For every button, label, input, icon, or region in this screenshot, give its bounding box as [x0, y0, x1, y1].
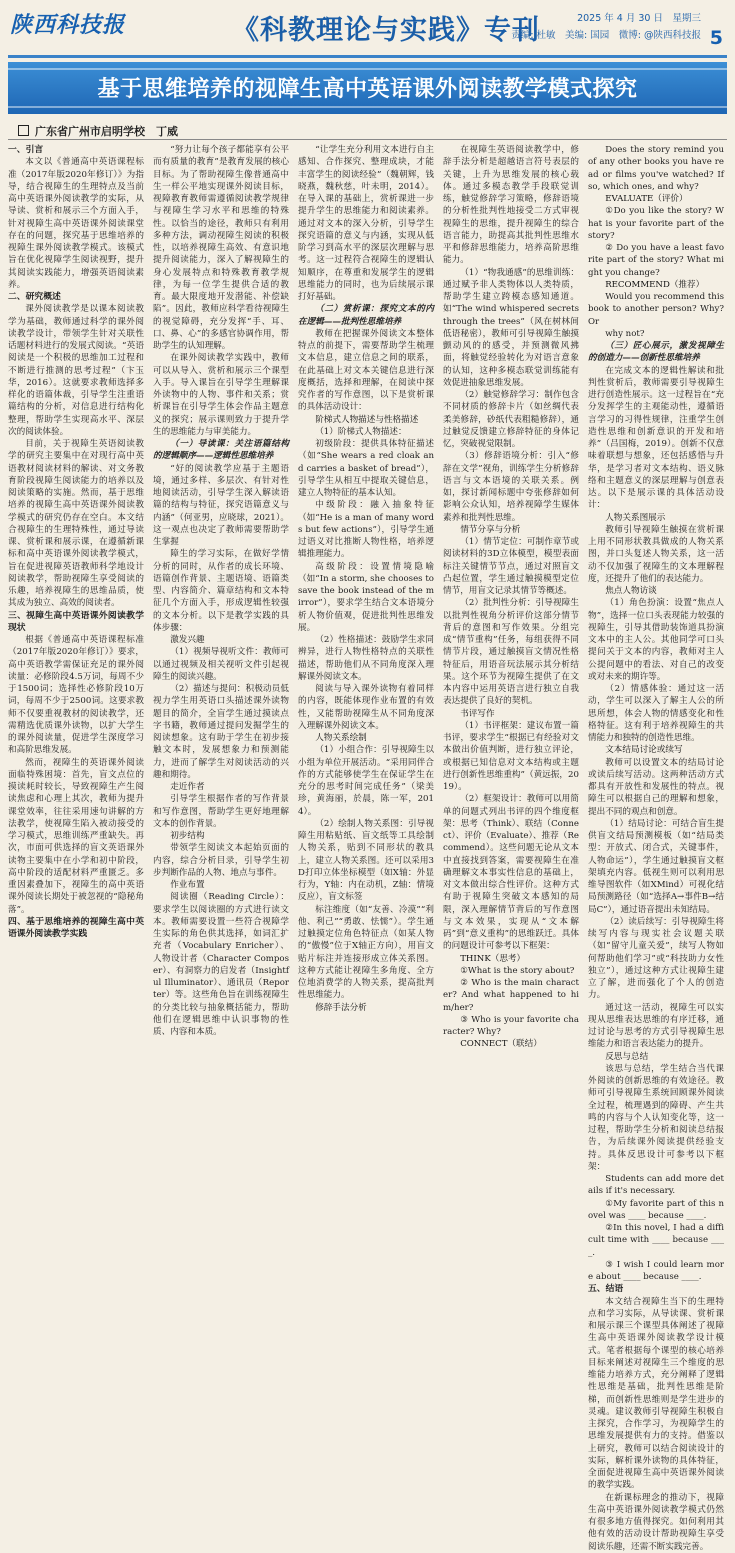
- subsection-heading: CONNECT（联结）: [460, 1039, 542, 1050]
- body-paragraph: 目前，关于视障生英语阅读教学的研究主要集中在对现行高中英语教材阅读材料的解读、对文务教育阶段视障生阅读能力的培养以及阅读策略的实施。然而，基于思维培养的视障生高中英语课外阅读教学模式的研究仍存在空白。本文结合视障生的生理特殊性，通过导读课、赏析课和展示课，在遵循新课标和高中英语课外阅读教学模式，旨在促进视障英语教师科学地设计阅读教学，帮助视障生享受阅读的乐趣，培养视障生的思维品质，使其成为独立、高效的阅读者。: [8, 439, 144, 609]
- english-line: Students can add more details if it's necessary.: [588, 1174, 724, 1197]
- byline-rule: [8, 139, 727, 140]
- body-paragraph: （1）“物我通感”的思维训练：通过赋予非人类物体以人类特质，帮助学生建立跨模态感知通道。如“The wind whispered secrets through the trees”（风在树林间低语秘密），教师可引导视障生触摸颤动风的的感受，并预测微风拂面，将触觉经验转化为对语言意象的认知，这种多模态联觉训练能有效促进抽象思维发展。: [443, 267, 579, 388]
- body-paragraph: （3）修辞语境分析：引入“修辞在文学”视角，训练学生分析修辞语言与文本语境的关联关系。例如，探讨新闻标题中夸张修辞如何影响公众认知，培养视障学生媒体素养和批判性思维。: [443, 451, 579, 523]
- english-line: ①What is the story about?: [460, 965, 575, 976]
- subsection-heading: 人物关系图展示: [605, 512, 666, 523]
- body-paragraph: 在视障生英语阅读教学中，修辞手法分析是超越语言符号表层的关键，上升为思维发展的核心载体。通过多模态教学手段联觉训练，触觉修辞学习策略，修辞语境的分析性批判性地接受二方式审视视障生的思维，提升视障生的综合语言能力，助提高其批判性思维水平和修辞思维能力，培养高阶思维能力。: [443, 145, 579, 266]
- body-paragraph: 通过这一活动，视障生可以实现从思维表达思维的有序迁移，通过讨论与思考的方式引导视障生思维能力和语言表达能力的提升。: [588, 1002, 724, 1050]
- body-paragraph: “让学生充分利用文本进行自主感知、合作探究、整理成块，才能丰富学生的阅读经验”（魏朝辉，钱晓燕，魏秋慈，叶未明，2014）。在导入课的基础上，赏析课进一步提升学生的思维能力和阅读素养。通过对文本的深入分析，引导学生探究语篇的意义与内涵，实现从低阶学习到高水平的深层次理解与思考。这一过程符合视障生的逻辑认知顺序，在尊重和发展学生的逻辑思维能力的同时，也为后续展示课打好基础。: [298, 145, 434, 302]
- body-paragraph: 在新课标理念的推动下，视障生高中英语课外阅读教学模式仍然有很多地方值得探究。如何利用其他有效的活动设计帮助视障生享受阅读乐趣，还需不断实践完善。: [588, 1492, 724, 1552]
- column-4: [443, 144, 579, 1074]
- square-bullet-icon: [18, 125, 29, 136]
- body-paragraph: 标注维度（如“友善、冷漠”“利他、利己”“勇敢、怯懦”）。学生通过触摸定位角色特征点（如某人物的“傲慢”位于X轴正方向），用盲文贴片标注并连接形成立体关系图。这种方式能让视障生多角度、全方位地消费学的人物关系，提高批判性思维能力。: [298, 904, 434, 1001]
- body-paragraph: （1）情节定位：可制作章节或阅读材料的3D立体模型，模型表面标注关键情节节点，通过对照盲文凸起位置，学生通过触摸模型定位情节，用盲文记录其情节等概述。: [443, 537, 579, 596]
- body-paragraph: 教师可以设置文本的结局讨论或读后续写活动。这两种活动方式都具有开放性和发展性的特点。视障生可以根据自己的理解和想象，提出不同的观点和创意。: [588, 757, 724, 817]
- subsection-title: （一）导读课：关注语篇结构的逻辑顺序——逻辑性思维培养: [153, 439, 289, 462]
- section-heading: 一、引言: [8, 145, 44, 155]
- body-paragraph: 该思与总结，学生结合当代课外阅读的创新思维的有效途径。教师可引导视障生系统回顾课外阅读全过程，梳理遇到的障碍、产生共鸣的内容与个人认知变化等，这一过程，帮助学生分析和阅读总结报告，为后续课外阅读提供经验支持。具体反思设计可参考以下框架：: [588, 1063, 724, 1172]
- section-heading: 二、研究概述: [8, 292, 61, 302]
- body-paragraph: “好的阅读教学应基于主题语境，通过多样、多层次、有针对性地阅读活动，引导学生深入解读语篇的结构与特征，探究语篇意义与内涵”（何亚男，应晓球，2021）。这一观点也决定了教师需要帮助学生掌握: [153, 463, 289, 547]
- body-paragraph: （2）情感体验：通过这一活动，学生可以深入了解主人公的所思所想，体会人物的情感变化和性格特征。这有利于培养视障生的共情能力和独特的创造性思维。: [588, 684, 724, 743]
- headline-banner: [8, 62, 727, 114]
- body-paragraph: 根据《普通高中英语课程标准（2017年版2020年修订）》要求，高中英语教学需保证充足的课外阅读量：必修阶段4.5万词，每周不少于1500词；选择性必修阶段10万词，每周不少于2500词。这要求教师不仅要重视教材的阅读教学，还需精选优质课外读物，以扩大学生的课外阅读量，促进学生深度学习和高阶思维发展。: [8, 635, 144, 756]
- section-heading: 四、基于思维培养的视障生高中英语课外阅读教学实践: [8, 916, 144, 939]
- subsection-title: （三）匠心展示，激发视障生的创造力——创新性思维培养: [588, 341, 724, 364]
- subsection-heading: RECOMMEND（推荐）: [605, 279, 705, 290]
- english-line: ①Do you like the story? What is your favorite part of the story?: [588, 206, 724, 241]
- body-paragraph: 在课外阅读教学实践中，教师可以从导入、赏析和展示三个课型入手。导入课旨在引导学生理解课外读物中的人物、事件和关系；赏析课旨在引导学生体会作品主题意义的探究；展示课则致力于提升学生的思维能力与审美能力。: [153, 353, 289, 437]
- column-2: [153, 144, 289, 1074]
- body-paragraph: （1）书评框架：建议布置一篇书评，要求学生“根据已有经验对文本做出价值判断，进行独立评论，或根据已知信息对文本结构或主题进行创新性思维重构”（黄远振，2019）。: [443, 720, 579, 792]
- body-paragraph: （2）读后续写：引导视障生将续写内容与现实社会议题关联（如“留守儿童关爱”，续写人物如何帮助他们学习”或“科技助力女性独立”），通过这种方式让视障生建立了解，进而强化了个人的创造力。: [588, 916, 724, 1001]
- subsection-heading: 修辞手法分析: [315, 1002, 367, 1013]
- subsection-title: （二）赏析课：探究文本的内在逻辑——批判性思维培养: [298, 304, 434, 327]
- column-5: [588, 144, 724, 1552]
- subsection-heading: 反思与总结: [605, 1051, 649, 1062]
- subsection-heading: EVALUATE（评价）: [605, 194, 688, 204]
- body-paragraph: （2）触觉修辞学习：制作包含不同材质的修辞卡片（如丝绸代表柔美修辞，砂纸代表粗糙修辞），通过触觉反馈建立修辞特征的身体记忆，突破视觉限制。: [443, 390, 579, 449]
- english-line: ② Who is the main character? And what happened to him/her?: [443, 978, 579, 1013]
- section-heading: 五、结语: [588, 1284, 624, 1295]
- body-paragraph: （2）描述与提问：积极动员低视力学生用英语口头描述课外读物题目的简介，全盲学生通过摸读点字书籍，教师通过提问发掘学生的阅读想象。这有助于学生在初步接触文本时，发展想象力和预测能力，进而了解学生对阅读活动的兴趣和期待。: [153, 684, 289, 780]
- body-paragraph: （2）框架设计：教师可以用简单的问题式列出书评的四个维度框架：思考（Think）、联结（Connect）、评价（Evaluate）、推荐（Recommend）。这些问题无论从文本中直接找到答案，需要视障生在准确理解文本事实性信息的基础上，对文本做出综合性评价。这种方式有助于视障生突破文本感知的局限，深入理解情节背后的写作意图与文本效果，实现从“文本解码”到“意义重构”的思维跃迁。具体的问题设计可参考以下框架：: [443, 794, 579, 952]
- body-paragraph: 本文以《普通高中英语课程标准（2017年版2020年修订）》为指导，结合视障生的生理特点及当前高中英语课外阅读教学的实际，从导读、赏析和展示三个方面入手，针对视障生高中英语课外阅读课堂存在的问题，探究基于思维培养的视障生课外阅读教学模式。该模式旨在优化视障学生阅读视野，提升其阅读实践能力，增强英语阅读素养。: [8, 157, 144, 290]
- subsection-heading: 作业布置: [170, 880, 205, 890]
- subsection-heading: THINK（思考）: [460, 953, 526, 964]
- issue-date: 2025 年 4 月 30 日 星期三: [577, 13, 701, 24]
- english-line: Does the story remind you of any other books you have read or films you've watched? If so, which ones, and why?: [588, 145, 724, 192]
- body-paragraph: 高级阶段：设置情境隐喻（如“In a storm, she chooses to save the book instead of the mirror”），要求学生结合文本语境分析人物价值观，促进批判性思维发展。: [298, 561, 434, 633]
- masthead-rule: [8, 55, 727, 58]
- body-paragraph: 引导学生根据作者的写作背景和写作意图，帮助学生更好地理解文本的创作背景。: [153, 794, 289, 829]
- body-paragraph: 初级阶段：提供具体特征描述（如“She wears a red cloak and carries a basket of bread”），引导学生从相互中提取关键信息，建立人物特征的基本认知。: [298, 439, 434, 498]
- body-paragraph: （2）绘制人物关系图：引导视障生用粘贴纸、盲文纸等工具绘制人物关系，贴到不同形状的教具上，建立人物关系图。还可以采用3D打印立体坐标模型（如X轴：外显行为，Y轴：内在动机，Z轴：情境反应），盲文标签: [298, 818, 434, 903]
- english-line: Would you recommend this book to another person? Why? Or: [588, 292, 724, 327]
- body-paragraph: 课外阅读教学是以课本阅读教学为基础，教师通过科学的课外阅读教学设计，带领学生针对关联性话题材料进行的发展式阅读。“英语阅读是一个积极的思维加工过程和不断进行推测的思考过程”（卞玉华，2016）。这就要求教师选择多样化的语篇体裁，引导学生注重语篇结构的分析，对信息进行结构化整理，帮助学生实现高水平、深层次的阅读体验。: [8, 304, 144, 437]
- english-line: ③ Who is your favorite character? Why?: [443, 1014, 579, 1037]
- body-paragraph: （1）角色扮演：设置“焦点人物”，选择一位口头表现能力较强的视障生，引导其借助装饰道具扮演文本中的主人公。其他同学可口头提问关于文本的内容，教师对主人公提问题中的看法、对自己的改变或对未来的期许等。: [588, 598, 724, 682]
- newspaper-logo: 陕西科技报: [10, 12, 126, 38]
- body-paragraph: 本文结合视障生当下的生理特点和学习实际，从导读课、赏析课和展示课三个课型具体阐述了视障生高中英语课外阅读教学设计模式。笔者根据每个课型的核心培养目标来阐述对视障生三个维度的思维能力培养方式，充分阐释了逻辑性思维是基础，批判性思维是阶梯，而创新性思维则是学生进步的灵魂。建议教师引导视障生积极自主探究，合作学习，为视障学生的思维发展提供有力的支持。借鉴以上研究，教师可以结合阅读设计的实际，解析课外读物的具体特征，全面促进视障生高中英语课外阅读的教学实践。: [588, 1296, 724, 1491]
- body-paragraph: （1）小组合作：引导视障生以小组为单位开展活动。“采用同伴合作的方式能够使学生在保证学生在充分的思考时间完成任务”（梁美珍，黄海丽，於晨，陈一军，2014）。: [298, 745, 434, 817]
- body-paragraph: （2）性格描述：鼓励学生求同辨异，进行人物性格特点的关联性描述，帮助他们从不同角度深入理解课外阅读文本。: [298, 635, 434, 682]
- subsection-heading: 走近作者: [170, 782, 205, 792]
- issue-meta: [511, 10, 701, 41]
- english-line: ②In this novel, I had a difficult time with ____ because ____.: [588, 1223, 724, 1258]
- byline-text: 广东省广州市启明学校 丁威: [35, 125, 178, 138]
- body-paragraph: 教师引导视障生触摸在赏析课上用不同形状教具做成的人物关系图，并口头复述人物关系，这一活动不仅加强了视障生的文本理解程度，还提升了他们的表达能力。: [588, 524, 724, 584]
- english-line: ③ I wish I could learn more about ____ because ____.: [588, 1259, 724, 1282]
- subsection-heading: 情节分享与分析: [460, 524, 521, 535]
- body-paragraph: “努力让每个孩子都能享有公平而有质量的教育”是教育发展的核心目标。为了帮助视障生像普通高中生一样公平地实现课外阅读目标，视障教育教师需遵循阅读教学规律与视障生学习水平和思维的特殊性。以恰当的途径，教师只有利用多种方法，调动视障生阅读的积极性，以培养视障生高效、有意识地提升阅读能力，深入了解视障生的身心发展特点和特殊教育教学规律，为每一位学生提供合适的教育。最大限度地开发潜能、补偿缺陷”。因此，教师应科学看待视障生的视觉障碍，充分发挥“手、耳、口、鼻、心”的多感官协调作用，帮助学生的认知理解。: [153, 145, 289, 351]
- subsection-heading: 书评写作: [460, 708, 495, 719]
- column-3: [298, 144, 434, 1074]
- section-title: 《科教理论与实践》专刊: [232, 15, 540, 46]
- body-paragraph: 教师在把握课外阅读文本整体特点的前提下，需要帮助学生梳理文本信息，建立信息之间的联系，在此基础上对文本关键信息进行深度概括，选择和理解，在阅读中探究作者的写作意图，以下是赏析课的具体活动设计：: [298, 328, 434, 413]
- body-paragraph: 中级阶段：融入抽象特征（如“He is a man of many words but few actions”），引导学生通过语义对比推断人物性格，培养逻辑推理能力。: [298, 500, 434, 560]
- subsection-heading: 激发兴趣: [170, 635, 205, 645]
- subsection-heading: 阶梯式人物描述与性格描述: [315, 414, 419, 425]
- english-line: ①My favorite part of this novel was ____ because ____.: [588, 1198, 724, 1221]
- body-paragraph: （1）阶梯式人物描述：: [315, 426, 407, 437]
- body-paragraph: 然而，视障生的英语课外阅读面临特殊困境：首先，盲文点位的摸读耗时较长，导致视障生产生阅读焦虑和心理上其次，教师为提升课堂效率，往往采用速句讲解的方法教学，使视障生陷入被动接受的学习模式，思维训练严重缺失。再次，市面可供选择的盲文英语课外读物主要集中在小学和初中阶段，高中阶段的适配材料严重匮乏。多重因素叠加下，视障生的高中英语课外阅读长期处于被忽视的“隐秘角落”。: [8, 757, 144, 915]
- english-line: why not?: [605, 328, 645, 339]
- body-paragraph: （1）结局讨论：可结合盲生提供盲文结局预测模板（如“结局类型：开放式、闭合式，关键事件，人物命运”），学生通过触摸盲文框架填充内容。低视生则可以利用思维导图软件（如XMind）可视化结局预测路径（如“选择A→事件B→结局C”），通过语音提出未知结局。: [588, 818, 724, 915]
- section-heading: 三、视障生高中英语课外阅读教学现状: [8, 610, 144, 633]
- article-body: [8, 144, 727, 1552]
- english-line: ② Do you have a least favorite part of the story? What might you change?: [588, 243, 724, 278]
- article-title: 基于思维培养的视障生高中英语课外阅读教学模式探究: [97, 77, 638, 102]
- banner-stripe: [8, 68, 727, 70]
- page-number: 5: [709, 27, 723, 49]
- subsection-heading: 初步结构: [170, 831, 205, 841]
- body-paragraph: （1）视频导视听文件：教师可以通过视频及相关视听文件引起视障生的阅读兴趣。: [153, 647, 289, 682]
- body-paragraph: 障生的学习实际，在做好学情分析的同时，从作者的成长环境、语篇创作背景、主题语境、语篇类型、内容简介、篇章结构和文本特征几个方面入手，形成逻辑性较强的文本分析。以下是教学实践的具体步骤：: [153, 549, 289, 633]
- subsection-heading: 人物关系绘制: [315, 733, 367, 743]
- body-paragraph: 阅读圈（Reading Circle）：要求学生以阅读圈的方式进行读文本。教师需要设置一些符合视障学生实际的角色供其选择，如词汇扩充者（Vocabulary Enricher）、人物设计者（Character Composer）、有洞察力的启发者（Insightful Illuminator）、通讯员（Reporter）等。这些角色旨在训练视障生的分类比较与抽象概括能力，帮助他们在逻辑思维中认识事物的性质、内容和本质。: [153, 892, 289, 1037]
- body-paragraph: 在完成文本的逻辑性解读和批判性赏析后，教师需要引导视障生进行创造性展示。这一过程旨在“充分发挥学生的主观能动性，遵循语言学习的习得性规律，注重学生创造性思维和创新意识的开发和培养”（吕国梅，2019）。创新不仅意味着联想与想象，还包括感悟与升华，是学习者对文本结构、语义脉络和主题意义的深层理解与创意表达。以下是展示课的具体活动设计：: [588, 365, 724, 511]
- body-paragraph: 带领学生阅读文本起始页面的内容，综合分析目录，引导学生初步判断作品的人物、地点与事件。: [153, 843, 289, 878]
- subsection-heading: 焦点人物访谈: [605, 586, 657, 596]
- column-1: [8, 144, 144, 1074]
- issue-editors: 责编: 杜敏 美编: 国园 微博: @陕西科技报: [511, 30, 701, 41]
- subsection-heading: 文本结局讨论或续写: [605, 745, 683, 756]
- byline: [18, 123, 178, 139]
- masthead: [0, 0, 735, 58]
- body-paragraph: （2）批判性分析：引导视障生以批判性视角分析评价这部分情节背后的意图和写作效果。分组完成“情节重构”任务，每组获得不同情节片段，通过触摸盲文情况性格特征后，用语音玩法展示其分析结果。这个环节为视障生提供了在文本内容中运用英语言进行独立自我表达提供了良好的契机。: [443, 598, 579, 707]
- banner-stripe: [8, 106, 727, 108]
- body-paragraph: 阅读与导入课外读物有着同样的内容，既能体现作业布置的有效性，又能帮助视障生从不同角度深入理解课外阅读文本。: [298, 684, 434, 731]
